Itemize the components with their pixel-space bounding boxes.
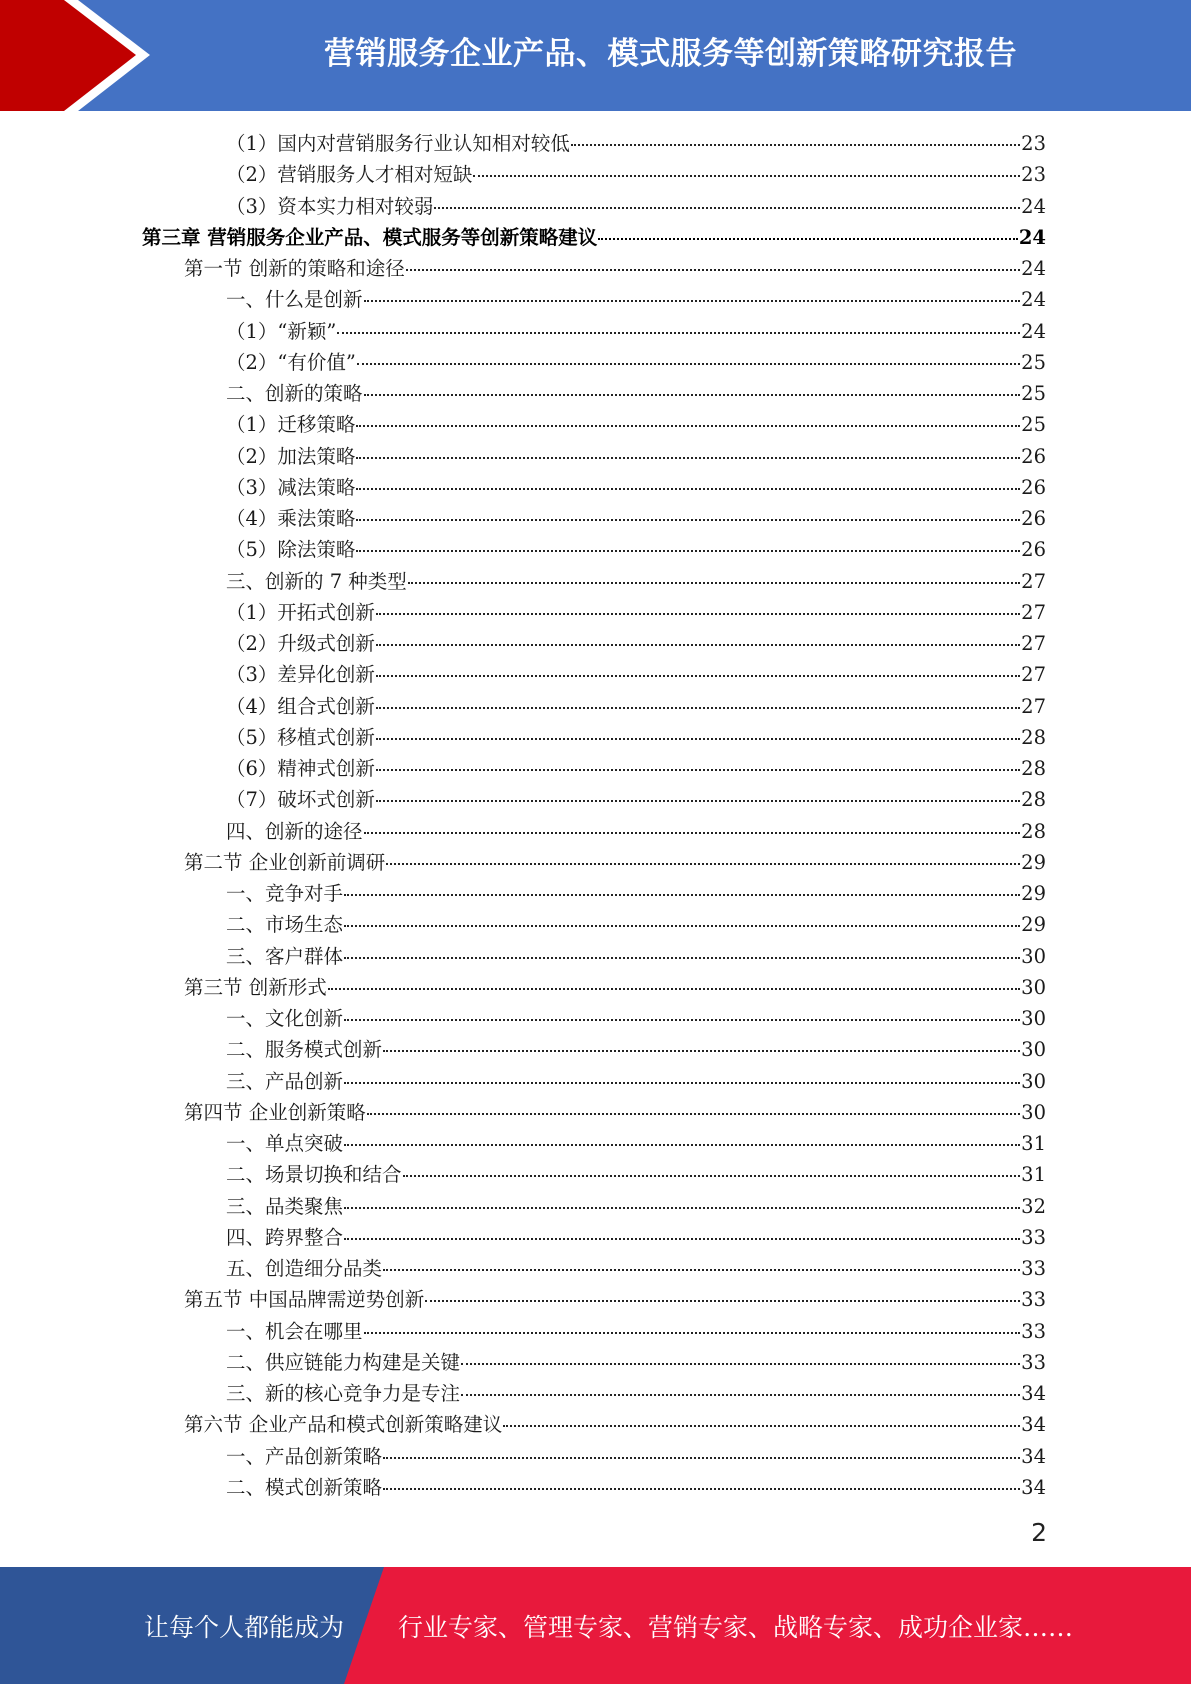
toc-leader-dots (403, 1174, 1021, 1177)
toc-entry-label: （7）破坏式创新 (226, 788, 375, 812)
toc-entry-page: 34 (1021, 1444, 1046, 1468)
toc-entry-page: 30 (1021, 975, 1046, 999)
page-header (0, 0, 1191, 111)
toc-leader-dots (376, 674, 1020, 677)
toc-entry-label: 三、产品创新 (226, 1069, 344, 1093)
toc-leader-dots (356, 424, 1020, 427)
toc-entry-page: 30 (1021, 944, 1046, 968)
toc-entry-label: 三、创新的 7 种类型 (226, 569, 407, 593)
toc-entry-page: 31 (1021, 1132, 1046, 1155)
toc-entry-page: 24 (1021, 257, 1046, 280)
toc-leader-dots (344, 1143, 1020, 1146)
toc-leader-dots (376, 612, 1020, 615)
toc-entry[interactable] (226, 878, 1046, 909)
toc-entry-label: （2）加法策略 (226, 444, 356, 468)
toc-leader-dots (473, 174, 1020, 177)
toc-entry-label: （1）“新颖” (226, 319, 337, 343)
toc-leader-dots (376, 706, 1020, 709)
toc-entry[interactable] (226, 1441, 1046, 1472)
toc-entry-label: （5）除法策略 (226, 538, 356, 562)
toc-entry-label: 三、品类聚焦 (226, 1194, 344, 1218)
toc-leader-dots (434, 206, 1020, 209)
toc-entry[interactable] (226, 1253, 1046, 1284)
toc-entry-label: （3）资本实力相对较弱 (226, 194, 434, 218)
toc-leader-dots (408, 581, 1020, 584)
toc-leader-dots (425, 1299, 1020, 1302)
toc-entry[interactable] (226, 534, 1046, 565)
toc-entry-page: 25 (1021, 350, 1046, 374)
toc-entry-page: 25 (1021, 413, 1046, 437)
toc-entry-page: 31 (1021, 1163, 1046, 1187)
toc-leader-dots (461, 1362, 1020, 1365)
toc-entry-label: （2）“有价值” (226, 350, 356, 374)
toc-entry[interactable] (226, 1128, 1046, 1159)
toc-entry-label: 二、模式创新策略 (226, 1475, 383, 1499)
toc-entry-label: 第四节 企业创新策略 (184, 1100, 366, 1124)
toc-leader-dots (356, 549, 1020, 552)
toc-entry[interactable] (226, 378, 1046, 409)
toc-leader-dots (386, 862, 1020, 865)
toc-entry-page: 28 (1021, 757, 1046, 780)
toc-entry[interactable] (226, 1066, 1046, 1097)
toc-entry[interactable] (184, 1097, 1046, 1128)
toc-entry-label: （2）升级式创新 (226, 632, 375, 655)
toc-entry[interactable] (226, 409, 1046, 440)
toc-leader-dots (328, 987, 1020, 990)
toc-entry[interactable] (226, 316, 1046, 347)
toc-leader-dots (367, 1112, 1020, 1115)
toc-entry[interactable] (226, 1003, 1046, 1034)
toc-entry[interactable] (226, 1222, 1046, 1253)
toc-entry-label: 第二节 企业创新前调研 (184, 850, 386, 874)
red-arrow-icon (0, 0, 160, 111)
toc-entry-page: 28 (1021, 788, 1046, 812)
toc-entry-label: 二、创新的策略 (226, 382, 363, 405)
toc-leader-dots (461, 1393, 1020, 1396)
toc-entry-label: （2）营销服务人才相对短缺 (226, 163, 473, 187)
toc-entry[interactable] (226, 128, 1046, 159)
toc-entry-page: 25 (1021, 382, 1046, 405)
toc-entry[interactable] (226, 628, 1046, 659)
toc-leader-dots (356, 456, 1020, 459)
toc-entry[interactable] (226, 441, 1046, 472)
toc-entry-label: 一、什么是创新 (226, 288, 363, 312)
toc-entry-label: 一、文化创新 (226, 1007, 344, 1030)
toc-entry[interactable] (226, 753, 1046, 784)
toc-entry[interactable] (226, 159, 1046, 190)
toc-entry[interactable] (226, 1347, 1046, 1378)
toc-leader-dots (364, 1331, 1021, 1334)
report-title: 营销服务企业产品、模式服务等创新策略研究报告 (324, 36, 1017, 72)
toc-leader-dots (344, 1206, 1020, 1209)
toc-entry-page: 33 (1021, 1350, 1046, 1374)
toc-entry-page: 30 (1021, 1100, 1046, 1124)
toc-leader-dots (344, 956, 1020, 959)
toc-leader-dots (344, 924, 1020, 927)
toc-entry[interactable] (184, 253, 1046, 284)
toc-leader-dots (383, 1268, 1020, 1271)
toc-entry[interactable] (226, 1378, 1046, 1409)
toc-entry-label: 第六节 企业产品和模式创新策略建议 (184, 1413, 503, 1437)
page-footer (0, 1567, 1191, 1684)
toc-entry-page: 29 (1021, 913, 1046, 937)
toc-entry-page: 27 (1021, 663, 1046, 687)
toc-entry[interactable] (184, 972, 1046, 1003)
toc-leader-dots (364, 393, 1021, 396)
toc-entry[interactable] (226, 472, 1046, 503)
toc-entry-label: 二、服务模式创新 (226, 1038, 383, 1062)
toc-leader-dots (598, 237, 1018, 240)
toc-entry-page: 28 (1021, 819, 1046, 843)
toc-entry-page: 26 (1021, 475, 1046, 499)
toc-entry[interactable] (226, 347, 1046, 378)
toc-entry-label: 第三节 创新形式 (184, 975, 327, 999)
toc-entry-page: 30 (1021, 1069, 1046, 1093)
footer-slogan-right: 行业专家、管理专家、营销专家、战略专家、成功企业家…… (398, 1613, 1074, 1642)
page-number: 2 (1031, 1518, 1047, 1547)
toc-entry[interactable] (226, 284, 1046, 315)
toc-entry[interactable] (226, 597, 1046, 628)
toc-entry[interactable] (226, 722, 1046, 753)
toc-entry[interactable] (142, 222, 1046, 253)
toc-leader-dots (364, 831, 1021, 834)
toc-leader-dots (344, 893, 1020, 896)
toc-entry-label: 四、创新的途径 (226, 819, 363, 843)
toc-entry-page: 27 (1021, 694, 1046, 718)
toc-entry-label: （1）开拓式创新 (226, 600, 375, 624)
toc-entry-label: 一、竞争对手 (226, 882, 344, 905)
toc-entry-page: 24 (1021, 288, 1046, 312)
toc-entry-label: 三、客户群体 (226, 944, 344, 968)
toc-entry-page: 32 (1021, 1194, 1046, 1218)
toc-leader-dots (376, 768, 1020, 771)
toc-entry-page: 27 (1021, 569, 1046, 593)
toc-entry[interactable] (226, 1316, 1046, 1347)
toc-leader-dots (344, 1081, 1020, 1084)
toc-entry-label: （1）国内对营销服务行业认知相对较低 (226, 132, 570, 155)
toc-entry[interactable] (184, 847, 1046, 878)
toc-entry-page: 30 (1021, 1038, 1046, 1062)
toc-entry-page: 30 (1021, 1007, 1046, 1030)
toc-entry[interactable] (184, 1284, 1046, 1315)
toc-leader-dots (356, 487, 1020, 490)
toc-entry-label: 第五节 中国品牌需逆势创新 (184, 1288, 425, 1312)
toc-entry-label: 第一节 创新的策略和途径 (184, 257, 405, 280)
toc-entry-page: 33 (1021, 1225, 1046, 1249)
toc-entry[interactable] (226, 1191, 1046, 1222)
toc-entry[interactable] (226, 191, 1046, 222)
toc-leader-dots (383, 1049, 1020, 1052)
toc-leader-dots (344, 1237, 1020, 1240)
toc-entry-label: 一、产品创新策略 (226, 1444, 383, 1468)
toc-entry-page: 26 (1021, 507, 1046, 530)
toc-entry-page: 27 (1021, 600, 1046, 624)
toc-entry-label: 二、供应链能力构建是关键 (226, 1350, 461, 1374)
toc-entry-page: 29 (1021, 850, 1046, 874)
toc-leader-dots (376, 643, 1020, 646)
toc-entry[interactable] (226, 784, 1046, 815)
toc-entry-label: （4）乘法策略 (226, 507, 356, 530)
toc-entry-label: 三、新的核心竞争力是专注 (226, 1382, 461, 1405)
toc-entry-page: 34 (1021, 1413, 1046, 1437)
toc-entry-page: 33 (1021, 1257, 1046, 1280)
toc-leader-dots (364, 299, 1021, 302)
toc-entry[interactable] (226, 941, 1046, 972)
toc-leader-dots (376, 737, 1020, 740)
toc-entry[interactable] (226, 816, 1046, 847)
toc-entry-label: 五、创造细分品类 (226, 1257, 383, 1280)
toc-entry-page: 33 (1021, 1288, 1046, 1312)
toc-entry-label: 四、跨界整合 (226, 1225, 344, 1249)
toc-entry-page: 34 (1021, 1475, 1046, 1499)
toc-leader-dots (406, 268, 1020, 271)
toc-entry[interactable] (226, 1034, 1046, 1065)
toc-entry-label: （3）减法策略 (226, 475, 356, 499)
toc-entry[interactable] (226, 1159, 1046, 1190)
toc-leader-dots (344, 1018, 1020, 1021)
toc-entry-page: 26 (1021, 538, 1046, 562)
toc-entry-label: 二、场景切换和结合 (226, 1163, 402, 1187)
toc-entry[interactable] (226, 1472, 1046, 1503)
toc-entry-page: 33 (1021, 1319, 1046, 1343)
toc-leader-dots (503, 1424, 1020, 1427)
toc-entry-label: （3）差异化创新 (226, 663, 375, 687)
toc-entry-page: 26 (1021, 444, 1046, 468)
toc-leader-dots (383, 1456, 1020, 1459)
toc-leader-dots (376, 799, 1020, 802)
footer-slogan-left: 让每个人都能成为 (144, 1613, 345, 1642)
toc-entry-page: 24 (1018, 225, 1046, 249)
toc-leader-dots (356, 518, 1020, 521)
toc-entry-label: （5）移植式创新 (226, 725, 375, 749)
toc-entry-label: 二、市场生态 (226, 913, 344, 937)
toc-entry-page: 28 (1021, 725, 1046, 749)
toc-leader-dots (357, 362, 1020, 365)
toc-entry-page: 23 (1021, 132, 1046, 155)
toc-entry[interactable] (226, 659, 1046, 690)
toc-entry[interactable] (226, 566, 1046, 597)
toc-entry[interactable] (184, 1409, 1046, 1440)
toc-entry[interactable] (226, 691, 1046, 722)
toc-entry-label: 第三章 营销服务企业产品、模式服务等创新策略建议 (142, 225, 598, 249)
toc-leader-dots (571, 143, 1020, 146)
toc-entry-page: 23 (1021, 163, 1046, 187)
toc-entry-page: 24 (1021, 194, 1046, 218)
toc-entry-page: 29 (1021, 882, 1046, 905)
toc-entry-page: 24 (1021, 319, 1046, 343)
toc-entry-page: 27 (1021, 632, 1046, 655)
toc-entry-label: 一、机会在哪里 (226, 1319, 363, 1343)
toc-entry-label: （6）精神式创新 (226, 757, 375, 780)
toc-entry[interactable] (226, 503, 1046, 534)
toc-entry-label: 一、单点突破 (226, 1132, 344, 1155)
toc-entry[interactable] (226, 909, 1046, 940)
toc-leader-dots (383, 1487, 1020, 1490)
toc-entry-label: （4）组合式创新 (226, 694, 375, 718)
toc-entry-label: （1）迁移策略 (226, 413, 356, 437)
toc-entry-page: 34 (1021, 1382, 1046, 1405)
toc-leader-dots (337, 331, 1020, 334)
